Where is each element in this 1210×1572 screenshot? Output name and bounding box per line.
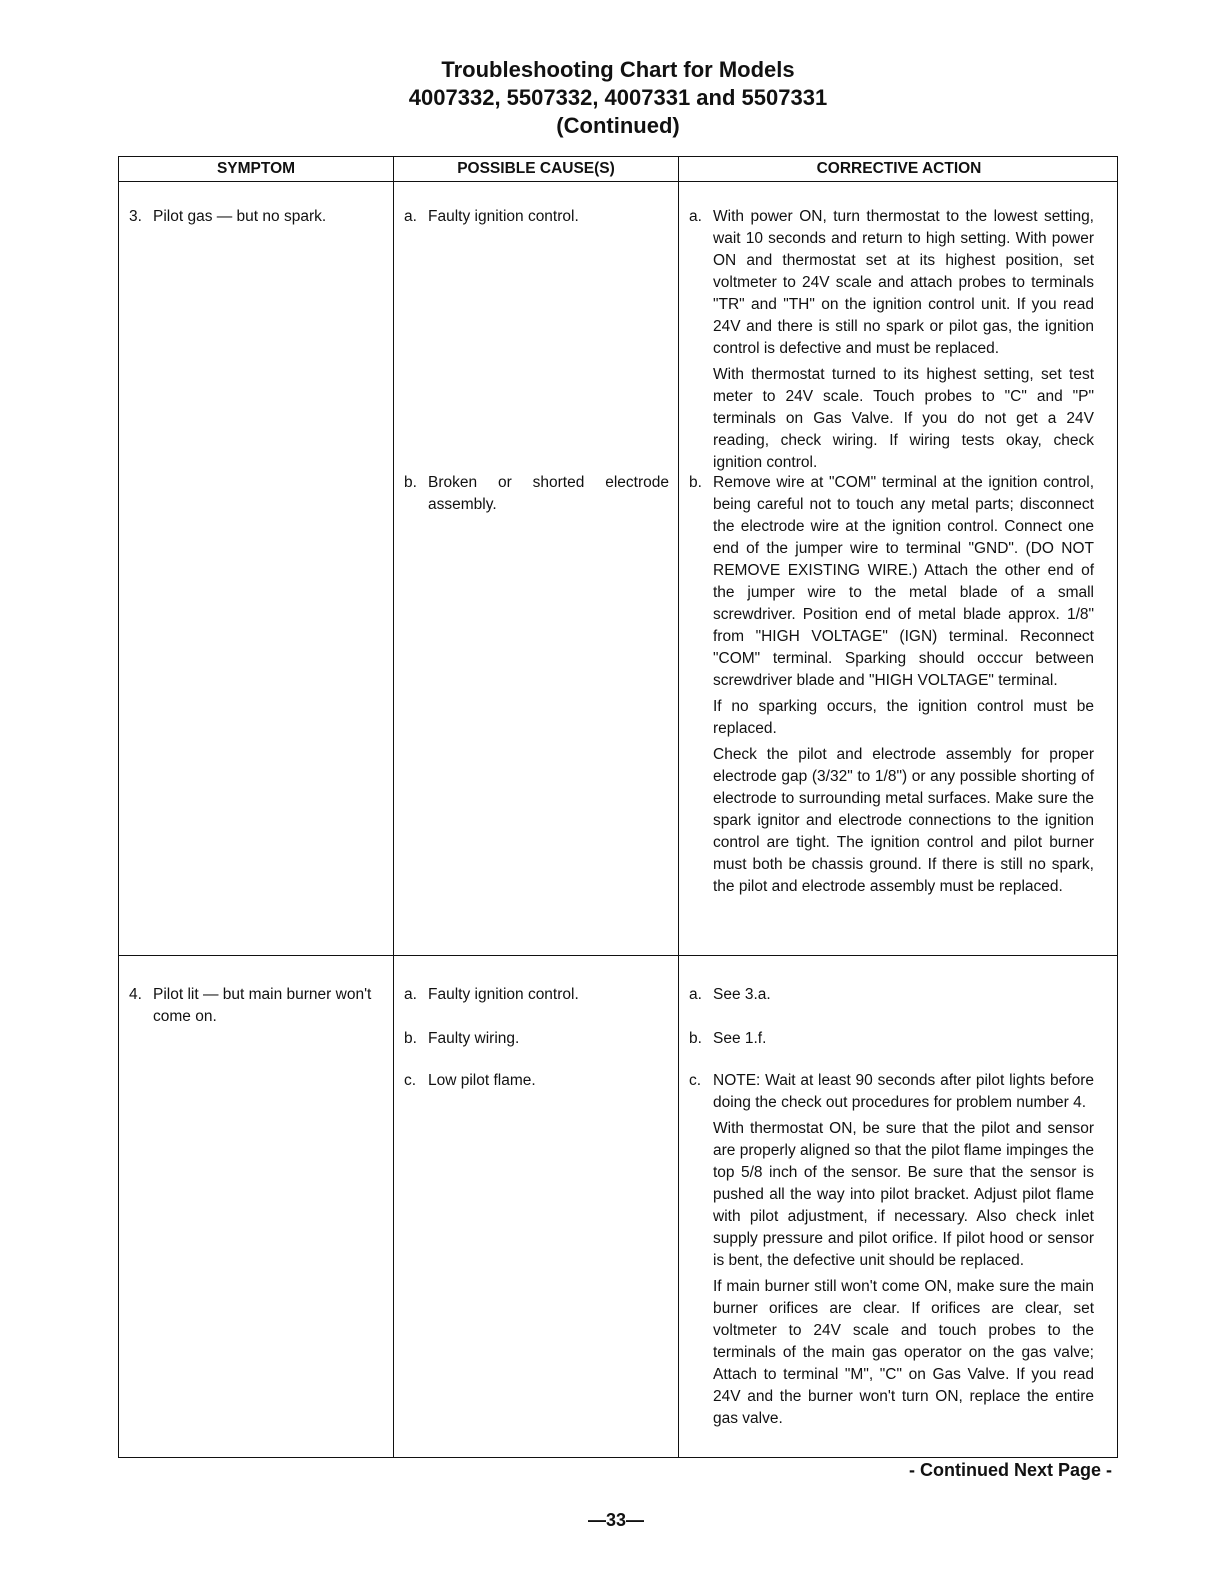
symptom-cell (119, 956, 394, 1457)
cause-label: b. (404, 1030, 417, 1047)
cause-label: c. (404, 1072, 417, 1089)
header-possible-causes: POSSIBLE CAUSE(S) (394, 157, 679, 181)
page-number: —33— (587, 1510, 645, 1530)
table-row (118, 182, 1118, 956)
cause-text: Broken or shorted electrode assembly. (428, 474, 669, 513)
action-paragraph: Check the pilot and electrode assembly for proper electrode gap (3/32" to 1/8") or any possible shorting of electrode to surrounding metal surfaces. Make sure the spark ignitor and electrode connections to the ignition control are tight. The ignition control and pilot burner must both be chassis ground. If there is still no spark, the pilot and electrode assembly must be replaced. (713, 746, 1094, 895)
action-4b (689, 1028, 1094, 1050)
action-paragraph: With thermostat turned to its highest setting, set test meter to 24V scale. Touch probes to "C" and "P" terminals on Gas Valve. If you do not get a 24V reading, check wiring. If wiring tests okay, check ignition control. (713, 366, 1094, 471)
causes-cell (394, 182, 679, 955)
action-paragraph: Remove wire at "COM" terminal at the ignition control, being careful not to touch any metal parts; disconnect the electrode wire at the ignition control. Connect one end of the jumper wire to terminal "GND". (DO NOT REMOVE EXISTING WIRE.) Attach the other end of the jumper wire to the metal blade of a small screwdriver. Position end of metal blade approx. 1/8" from "HIGH VOLTAGE" (IGN) terminal. Reconnect "COM" terminal. Sparking should occcur between screwdriver blade and "HIGH VOLTAGE" terminal. (713, 474, 1094, 689)
action-4a (689, 984, 1094, 1006)
symptom-3 (129, 206, 384, 228)
cause-text: Faulty wiring. (428, 1030, 520, 1047)
action-label: b. (689, 474, 702, 491)
cause-text: Low pilot flame. (428, 1072, 536, 1089)
symptom-4 (129, 984, 387, 1028)
action-paragraph: If main burner still won't come ON, make sure the main burner orifices are clear. If orifices are clear, set voltmeter to 24V scale and touch probes to the terminals of the main gas operator on the gas valve; Attach to terminal "M", "C" on Gas Valve. If you read 24V and the burner won't turn ON, replace the entire gas valve. (713, 1278, 1094, 1427)
header-symptom: SYMPTOM (119, 157, 394, 181)
action-3a (689, 206, 1094, 474)
symptom-number: 3. (129, 208, 142, 225)
actions-cell (679, 182, 1119, 955)
action-paragraph: With thermostat ON, be sure that the pilot and sensor are properly aligned so that the pilot flame impinges the top 5/8 inch of the sensor. Be sure that the sensor is pushed all the way into pilot bracket. Adjust pilot flame with pilot adjustment, if necessary. Also check inlet supply pressure and pilot orifice. If pilot hood or sensor is bent, the defective unit should be replaced. (713, 1120, 1094, 1269)
cause-label: a. (404, 986, 417, 1003)
action-label: b. (689, 1030, 702, 1047)
symptom-text: Pilot gas — but no spark. (153, 208, 327, 225)
cause-4b (404, 1028, 669, 1050)
action-label: a. (689, 208, 702, 225)
title-line-1: Troubleshooting Chart for Models (441, 57, 795, 82)
continued-next-page: - Continued Next Page - (908, 1460, 1112, 1480)
action-text (713, 1070, 1094, 1430)
action-paragraph: With power ON, turn thermostat to the lowest setting, wait 10 seconds and return to high setting. With power ON and thermostat set at its highest position, set voltmeter to 24V scale and attach probes to terminals "TR" and "TH" on the ignition control unit. If you read 24V and there is still no spark or pilot gas, the ignition control is defective and must be replaced. (713, 208, 1094, 357)
cause-4c (404, 1070, 669, 1092)
cause-3b (404, 472, 669, 516)
action-4c (689, 1070, 1094, 1430)
cause-4a (404, 984, 669, 1006)
cause-3a (404, 206, 669, 228)
symptom-cell (119, 182, 394, 955)
table-header-row (118, 156, 1118, 182)
cause-text: Faulty ignition control. (428, 208, 579, 225)
action-paragraph: NOTE: Wait at least 90 seconds after pilot lights before doing the check out procedures for problem number 4. (713, 1072, 1094, 1111)
action-label: c. (689, 1072, 702, 1089)
cause-text: Faulty ignition control. (428, 986, 579, 1003)
header-corrective-action: CORRECTIVE ACTION (816, 160, 982, 177)
action-label: a. (689, 986, 702, 1003)
action-text: See 1.f. (713, 1030, 767, 1047)
action-text (713, 206, 1094, 474)
symptom-text: Pilot lit — but main burner won't come on. (153, 986, 372, 1025)
cause-label: a. (404, 208, 417, 225)
symptom-number: 4. (129, 986, 142, 1003)
page-title (0, 56, 1210, 140)
troubleshooting-table (118, 156, 1118, 1456)
action-text (713, 472, 1094, 898)
action-paragraph: If no sparking occurs, the ignition control must be replaced. (713, 698, 1094, 737)
causes-cell (394, 956, 679, 1457)
table-row (118, 956, 1118, 1458)
actions-cell (679, 956, 1119, 1457)
action-3b (689, 472, 1094, 898)
title-line-3: (Continued) (556, 113, 680, 138)
cause-label: b. (404, 474, 417, 491)
action-text: See 3.a. (713, 986, 771, 1003)
title-line-2: 4007332, 5507332, 4007331 and 5507331 (408, 85, 828, 110)
